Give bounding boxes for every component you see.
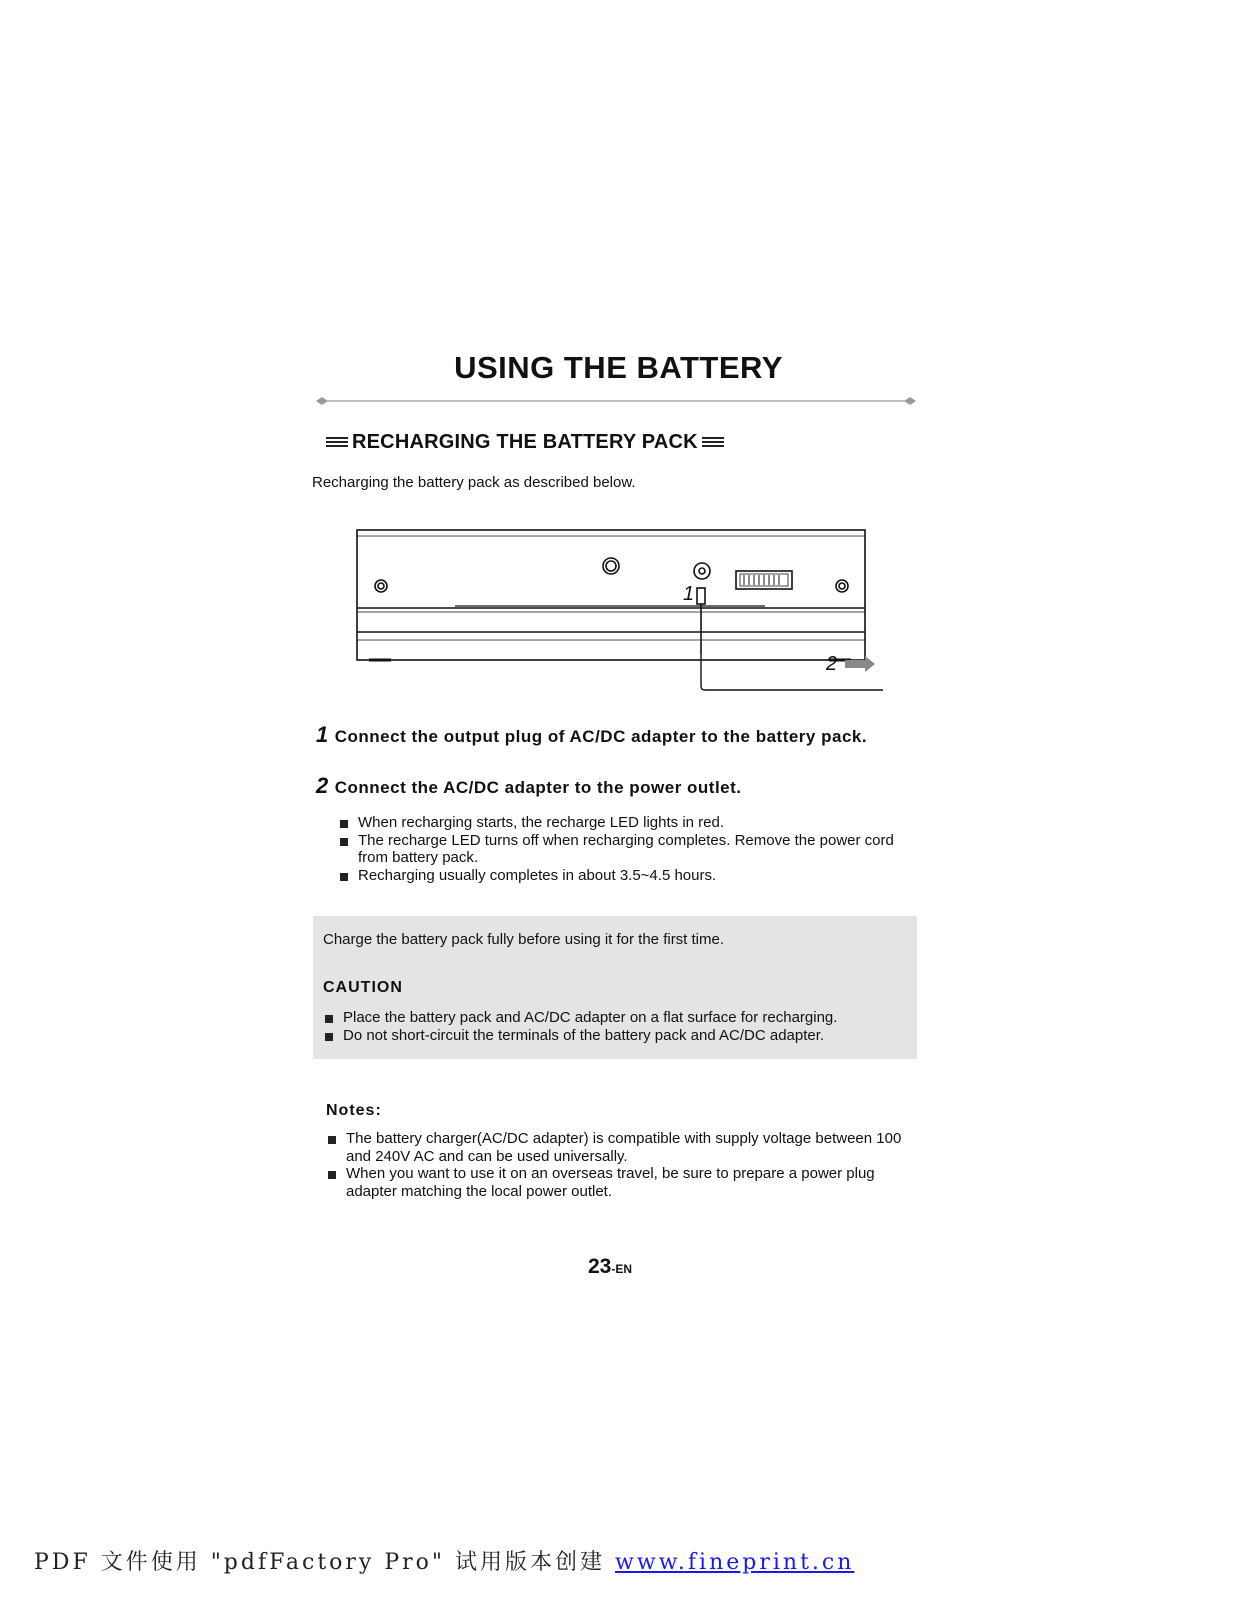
step-2 <box>316 773 742 799</box>
page-number-suffix: -EN <box>611 1262 633 1276</box>
arrow-right-icon <box>845 656 875 672</box>
step-number: 1 <box>316 722 329 747</box>
recharging-bullets <box>338 814 898 884</box>
list-item: Do not short-circuit the terminals of the battery pack and AC/DC adapter. <box>323 1027 913 1045</box>
list-item: Place the battery pack and AC/DC adapter on a flat surface for recharging. <box>323 1009 913 1027</box>
step-number: 2 <box>316 773 329 798</box>
notes-heading: Notes: <box>326 1102 382 1119</box>
list-item: Recharging usually completes in about 3.5~4.5 hours. <box>338 867 898 885</box>
list-item: When you want to use it on an overseas travel, be sure to prepare a power plug adapter matching the local power outlet. <box>326 1165 926 1200</box>
figure-label-2: 2 <box>826 653 838 675</box>
pdf-footer <box>34 1545 854 1576</box>
first-use-note: Charge the battery pack fully before using it for the first time. <box>323 931 725 948</box>
list-item: The battery charger(AC/DC adapter) is compatible with supply voltage between 100 and 240V AC and can be used universally. <box>326 1130 926 1165</box>
footer-link[interactable]: www.fineprint.cn <box>615 1550 855 1575</box>
intro-text: Recharging the battery pack as described below. <box>312 474 636 491</box>
step-1 <box>316 722 867 748</box>
notes-list <box>326 1130 926 1200</box>
title-divider <box>316 396 916 406</box>
footer-text: PDF 文件使用 "pdfFactory Pro" 试用版本创建 <box>34 1550 606 1575</box>
caution-box <box>313 916 917 1059</box>
caution-heading: CAUTION <box>323 979 403 996</box>
page-title: USING THE BATTERY <box>454 350 783 385</box>
step-text: Connect the AC/DC adapter to the power outlet. <box>334 778 742 797</box>
list-item: The recharge LED turns off when recharging completes. Remove the power cord from battery pack. <box>338 832 898 867</box>
heading-bars-icon <box>326 435 348 449</box>
list-item: When recharging starts, the recharge LED lights in red. <box>338 814 898 832</box>
section-heading-text: RECHARGING THE BATTERY PACK <box>352 430 698 453</box>
section-heading <box>322 429 728 455</box>
heading-bars-icon <box>702 435 724 449</box>
figure-label-1: 1 <box>683 583 695 605</box>
caution-list <box>323 1009 913 1045</box>
page-number-value: 23 <box>588 1255 612 1278</box>
page-number <box>588 1255 632 1279</box>
step-text: Connect the output plug of AC/DC adapter to the battery pack. <box>334 727 868 746</box>
battery-pack-illustration <box>355 528 895 698</box>
